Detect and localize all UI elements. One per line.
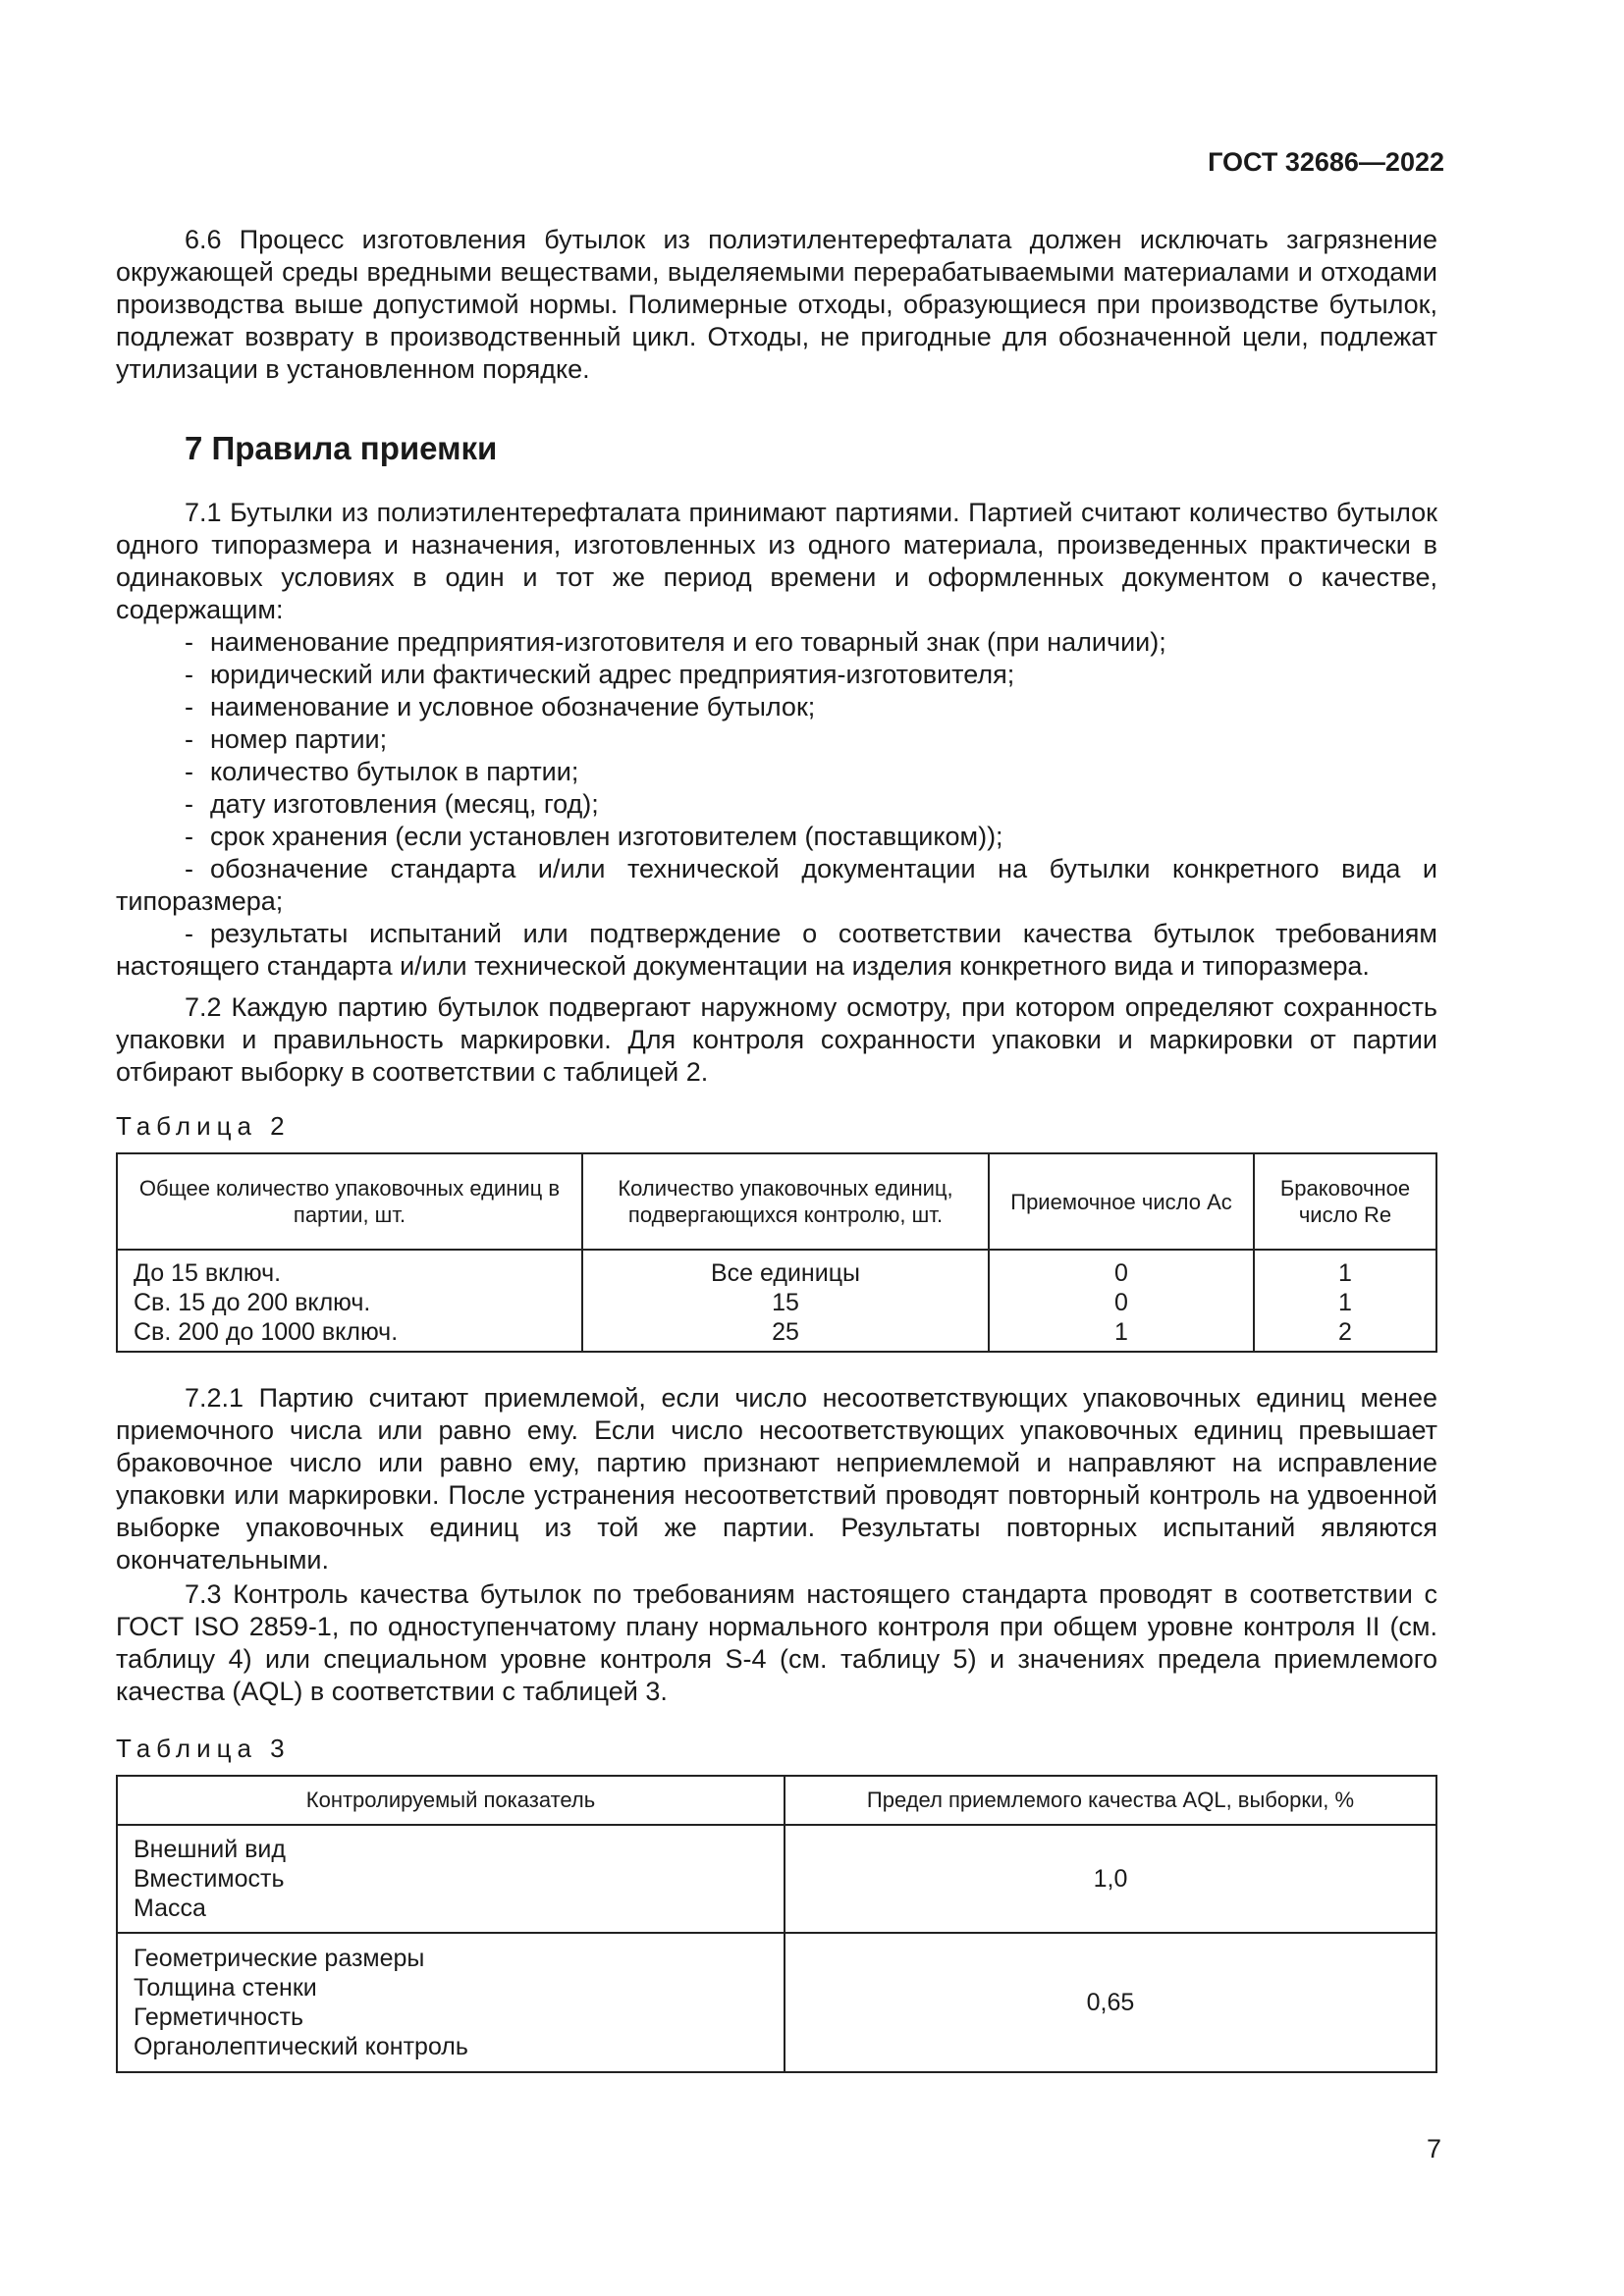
document-standard-header: ГОСТ 32686—2022 xyxy=(1208,147,1444,177)
paragraph-7-3: 7.3 Контроль качества бутылок по требованиям настоящего стандарта проводят в соответствии с ГОСТ ISO 2859-1, по одноступенчатому плану нормального контроля при общем уровне контроля II (см. таблицу 4) или специальном уровне контроля S-4 (см. таблицу 5) и значениях предела приемлемого качества (AQL) в соответствии с таблицей 3. xyxy=(116,1579,1437,1706)
paragraph-6-6: 6.6 Процесс изготовления бутылок из полиэтилентерефталата должен исключать загрязнение окружающей среды вредными веществами, выделяемыми перерабатываемыми материалами и отходами производства выше допустимой нормы. Полимерные отходы, образующиеся при производстве бутылок, подлежат возврату в производственный цикл. Отходы, не пригодные для обозначенной цели, подлежат утилизации в установленном порядке. xyxy=(116,225,1437,384)
page-number: 7 xyxy=(1426,2134,1441,2163)
list-item: - номер партии; xyxy=(185,724,388,754)
table-row xyxy=(117,1825,1436,1933)
table-2 xyxy=(116,1152,1437,1353)
table-row xyxy=(117,1250,1436,1352)
table-cell: 1,0 xyxy=(785,1825,1436,1933)
table-cell: 0,65 xyxy=(785,1933,1436,2072)
table-cell: 1 1 2 xyxy=(1254,1250,1436,1352)
table-3-caption: Таблица 3 xyxy=(116,1734,291,1763)
list-item: - обозначение стандарта и/или технической документации на бутылки конкретного вида и типоразмера; xyxy=(116,854,1437,916)
table-header-row xyxy=(117,1153,1436,1250)
paragraph-7-2-1: 7.2.1 Партию считают приемлемой, если число несоответствующих упаковочных единиц менее приемочного числа или равно ему. Если число несоответствующих упаковочных единиц превышает браковочное число или равно ему, партию признают неприемлемой и направляют на исправление упаковки или маркировки. После устранения несоответствий проводят повторный контроль на удвоенной выборке упаковочных единиц из той же партии. Результаты повторных испытаний являются окончательными. xyxy=(116,1383,1437,1575)
list-item: - наименование и условное обозначение бутылок; xyxy=(185,692,816,721)
table-cell: Геометрические размеры Толщина стенки Герметичность Органолептический контроль xyxy=(117,1933,785,2072)
list-item: - срок хранения (если установлен изготовителем (поставщиком)); xyxy=(185,822,1003,851)
table-cell: Внешний вид Вместимость Масса xyxy=(117,1825,785,1933)
list-item: - дату изготовления (месяц, год); xyxy=(185,789,599,819)
table-cell: 0 0 1 xyxy=(989,1250,1254,1352)
document-contents-list xyxy=(116,626,1437,983)
list-item: - наименование предприятия-изготовителя и его товарный знак (при наличии); xyxy=(185,627,1166,657)
table-row xyxy=(117,1933,1436,2072)
table-header-cell: Предел приемлемого качества AQL, выборки, % xyxy=(785,1776,1436,1825)
table-header-cell: Браковочное число Re xyxy=(1254,1153,1436,1250)
table-header-row xyxy=(117,1776,1436,1825)
list-item: - количество бутылок в партии; xyxy=(185,757,579,786)
paragraph-7-2: 7.2 Каждую партию бутылок подвергают наружному осмотру, при котором определяют сохранность упаковки и правильность маркировки. Для контроля сохранности упаковки и маркировки от партии отбирают выборку в соответствии с таблицей 2. xyxy=(116,992,1437,1087)
table-header-cell: Количество упаковочных единиц, подвергающихся контролю, шт. xyxy=(582,1153,989,1250)
table-3 xyxy=(116,1775,1437,2073)
table-2-caption: Таблица 2 xyxy=(116,1111,291,1141)
table-header-cell: Общее количество упаковочных единиц в партии, шт. xyxy=(117,1153,582,1250)
table-header-cell: Контролируемый показатель xyxy=(117,1776,785,1825)
list-item: - юридический или фактический адрес предприятия-изготовителя; xyxy=(185,660,1015,689)
table-cell: Все единицы 15 25 xyxy=(582,1250,989,1352)
list-item: - результаты испытаний или подтверждение о соответствии качества бутылок требованиям настоящего стандарта и/или технической документации на изделия конкретного вида и типоразмера. xyxy=(116,919,1437,981)
section-7-heading: 7 Правила приемки xyxy=(185,430,498,466)
paragraph-7-1: 7.1 Бутылки из полиэтилентерефталата принимают партиями. Партией считают количество бутылок одного типоразмера и назначения, изготовленных из одного материала, произведенных практически в одинаковых условиях в один и тот же период времени и оформленных документом о качестве, содержащим: xyxy=(116,498,1437,624)
table-header-cell: Приемочное число Ас xyxy=(989,1153,1254,1250)
table-cell: До 15 включ. Св. 15 до 200 включ. Св. 200 до 1000 включ. xyxy=(117,1250,582,1352)
